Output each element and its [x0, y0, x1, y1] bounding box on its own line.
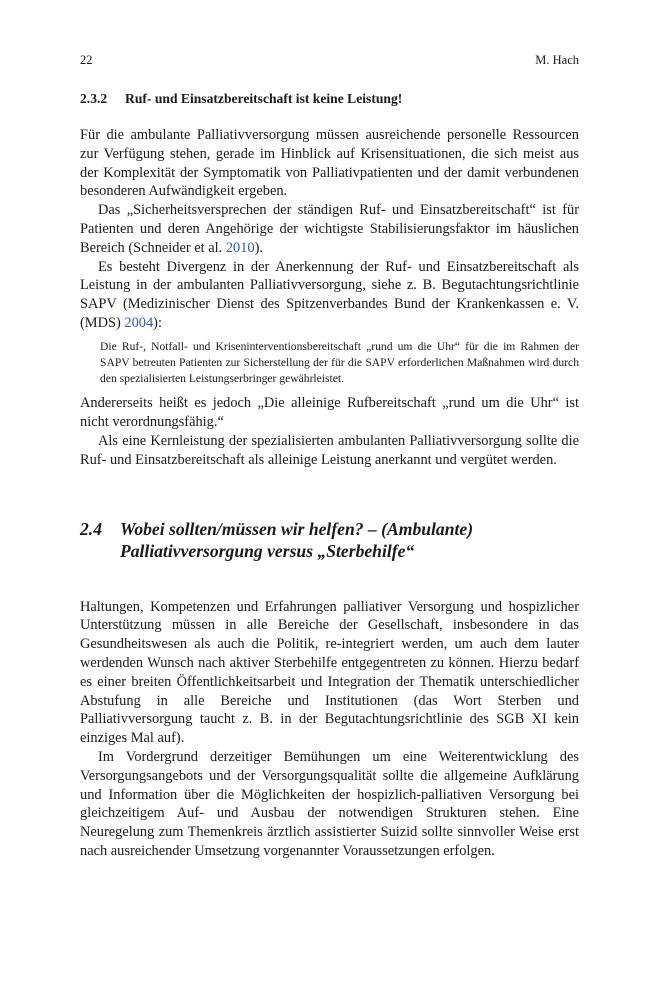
page-number: 22 — [80, 53, 93, 67]
paragraph-3 — [80, 258, 579, 333]
section-title — [120, 518, 473, 562]
paragraph-3-text: Es besteht Divergenz in der Anerkennung der Ruf- und Einsatzbereitschaft als Leistung in der ambulanten Palliativversorgung, siehe z. B. Begutachtungsrichtlinie SAPV (Medizinischer Dienst des Spitzenverbandes Bund der Krankenkassen e. V. (MDS) — [80, 258, 579, 331]
citation-link-2004[interactable]: 2004 — [124, 314, 154, 331]
paragraph-4: Andererseits heißt es jedoch „Die alleinige Rufbereitschaft „rund um die Uhr“ ist nicht verordnungsfähig.“ — [80, 395, 579, 431]
paragraph-3-end: ): — [153, 314, 162, 331]
section-paragraph-1: Haltungen, Kompetenzen und Erfahrungen palliativer Versorgung und hospizlicher Unterstützung müssen in alle Bereiche der Gesellschaft, insbesondere in das Gesundheitswesen als auch die Politik, re-integriert werden, um auch dem lauter werdenden Wunsch nach aktiver Sterbehilfe entgegentreten zu können. Hierzu bedarf es einer breiten Öffentlichkeitsarbeit und Integration der Thematik unterschiedlicher Abstufung in alle Bereiche und Institutionen (das Wort Sterben und Palliativversorgung taucht z. B. in der Begutachtungsrichtlinie des SGB XI kein einziges Mal auf). — [80, 598, 579, 747]
paragraph-5: Als eine Kernleistung der spezialisierten ambulanten Palliativversorgung sollte die Ruf- und Einsatzbereitschaft als alleinige Leistung anerkannt und vergütet werden. — [80, 432, 579, 468]
section-heading — [80, 518, 579, 562]
section-number: 2.4 — [80, 518, 102, 539]
paragraph-2-end: ). — [254, 239, 264, 256]
section-paragraph-2: Im Vordergrund derzeitiger Bemühungen um eine Weiterentwicklung des Versorgungsangebots und der Versorgungsqualität sollte die allgemeine Aufklärung und Information über die Möglichkeiten der hospizlich-palliativen Versorgung bei gleichzeitigem Auf- und Ausbau der notwendigen Strukturen stehen. Eine Neuregelung zum Themenkreis ärztlich assistierter Suizid sollte sinnvoller Weise erst nach ausreichender Umsetzung vorgenannter Voraussetzungen erfolgen. — [80, 748, 579, 859]
citation-link-2010[interactable]: 2010 — [225, 239, 255, 256]
paragraph-2 — [80, 201, 579, 257]
paragraph-2-text: Das „Sicherheitsversprechen der ständigen Ruf- und Einsatzbereitschaft“ ist für Patienten und deren Angehörige der wichtigste Stabilisierungsfaktor im häuslichen Bereich (Schneider et al. — [80, 202, 579, 256]
running-head — [80, 52, 579, 68]
section-title-line-1: Wobei sollten/müssen wir helfen? – (Ambulante) — [120, 518, 474, 539]
subsection-title: Ruf- und Einsatzbereitschaft ist keine Leistung! — [125, 91, 403, 106]
subsection-number: 2.3.2 — [80, 91, 108, 106]
section-title-line-2: Palliativversorgung versus „Sterbehilfe“ — [120, 540, 415, 561]
page — [80, 52, 579, 861]
paragraph-1: Für die ambulante Palliativversorgung müssen ausreichende personelle Ressourcen zur Verfügung stehen, gerade im Hinblick auf Krisensituationen, die sich meist aus der Komplexität der Symptomatik von Palliativpatienten und der damit verbundenen besonderen Aufwändigkeit ergeben. — [80, 127, 579, 200]
subsection-heading — [80, 90, 579, 108]
running-author: M. Hach — [535, 53, 579, 67]
block-quote: Die Ruf-, Notfall- und Kriseninterventionsbereitschaft „rund um die Uhr“ für die im Rahmen der SAPV betreuten Patienten zur Sicherstellung der für die SAPV erforderlichen Maßnahmen wird durch den spezialisierten Leistungserbringer gewährleistet. — [100, 339, 579, 386]
